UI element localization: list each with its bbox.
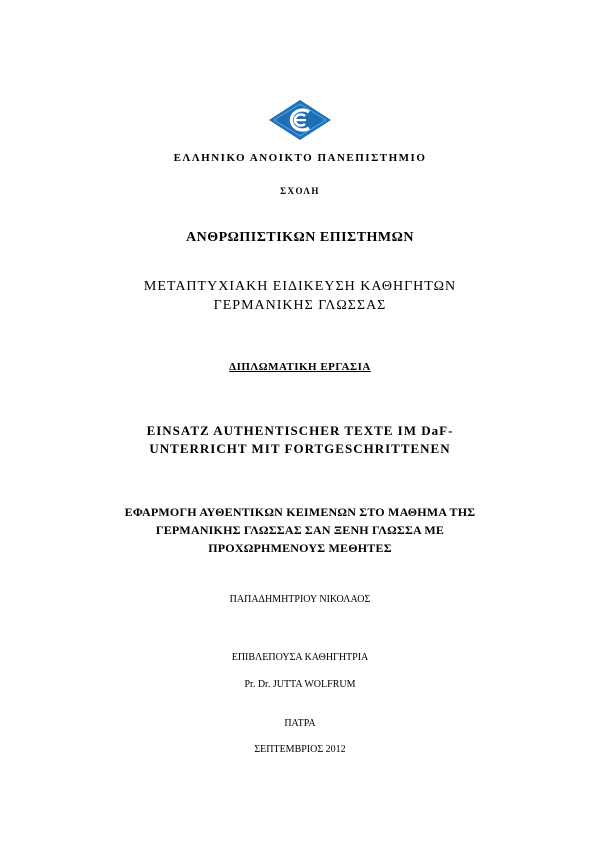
title-el-line-2: ΓΕΡΜΑΝΙΚΗΣ ΓΛΩΣΣΑΣ ΣΑΝ ΞΕΝΗ ΓΛΩΣΣΑ ΜΕ: [155, 523, 445, 537]
thesis-type: ΔΙΠΛΩΜΑΤΙΚΗ ΕΡΓΑΣΙΑ: [229, 361, 371, 373]
thesis-title-german: [0, 422, 600, 458]
program-line-1: ΜΕΤΑΠΤΥΧΙΑΚΗ ΕΙΔΙΚΕΥΣΗ ΚΑΘΗΓΗΤΩΝ: [143, 279, 457, 294]
supervisor-name: Pr. Dr. JUTTA WOLFRUM: [244, 679, 356, 690]
title-el-line-1: ΕΦΑΡΜΟΓΗ ΑΥΘΕΝΤΙΚΩΝ ΚΕΙΜΕΝΩΝ ΣΤΟ ΜΑΘΗΜΑ ΤΗΣ: [124, 505, 476, 519]
city: ΠΑΤΡΑ: [284, 718, 316, 729]
title-de-line-1: EINSATZ AUTHENTISCHER TEXTE IM DaF-: [146, 423, 454, 438]
supervisor-label: ΕΠΙΒΛΕΠΟΥΣΑ ΚΑΘΗΓΗΤΡΙΑ: [231, 652, 369, 663]
program-line-2: ΓΕΡΜΑΝΙΚΗΣ ΓΛΩΣΣΑΣ: [213, 298, 387, 313]
school-label: ΣΧΟΛΗ: [280, 186, 320, 196]
date: ΣΕΠΤΕΜΒΡΙΟΣ 2012: [254, 744, 346, 755]
author-name: ΠΑΠΑΔΗΜΗΤΡΙΟΥ ΝΙΚΟΛΑΟΣ: [229, 594, 371, 605]
title-el-line-3: ΠΡΟΧΩΡΗΜΕΝΟΥΣ ΜΕΘΗΤΕΣ: [208, 541, 392, 555]
program-title: [0, 277, 600, 315]
faculty-name: ΑΝΘΡΩΠΙΣΤΙΚΩΝ ΕΠΙΣΤΗΜΩΝ: [186, 230, 414, 245]
title-de-line-2: UNTERRICHT MIT FORTGESCHRITTENEN: [149, 441, 451, 456]
thesis-title-greek: [0, 503, 600, 557]
university-logo-icon: [268, 99, 332, 141]
university-name: ΕΛΛΗΝΙΚΟ ΑΝΟΙΚΤΟ ΠΑΝΕΠΙΣΤΗΜΙΟ: [173, 152, 427, 164]
